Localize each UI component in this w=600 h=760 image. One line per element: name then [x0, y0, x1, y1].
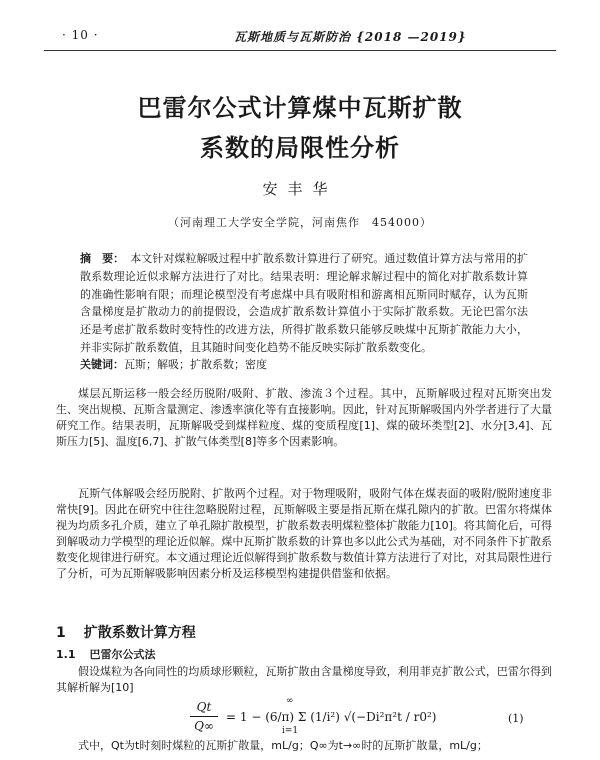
abstract-label: 摘 要：: [80, 252, 125, 265]
paper-title-line-2: 系数的局限性分析: [200, 134, 400, 162]
equation-lhs-denominator: Q∞: [194, 719, 214, 733]
equation-rhs: = 1 − (6/π) Σ (1/i²) √(−Di²π²t / r0²): [226, 710, 437, 724]
equation-lhs-numerator: Qt: [196, 700, 212, 714]
abstract-text: 本文针对煤粒解吸过程中扩散系数计算进行了研究。通过数值计算方法与常用的扩散系数理论近似求解方法进行了对比。结果表明：理论解求解过程中的简化对扩散系数计算的准确性影响有限；而理论模型没有考虑煤中具有吸附相和游离相瓦斯同时赋存，认为瓦斯含量梯度是扩散动力的前提假设，会造成扩散系数计算值小于实际扩散系数。无论巴雷尔法还是考虑扩散系数时变特性的改进方法，所得扩散系数只能够反映煤中瓦斯扩散能力大小，并非实际扩散系数值，且其随时间变化趋势不能反映实际扩散系数变化。: [80, 252, 529, 354]
header-rule: [44, 50, 556, 51]
page-number: · 10 ·: [62, 28, 99, 42]
equation-sum-lower: i=1: [282, 726, 299, 736]
equation-1: [190, 696, 530, 736]
method-paragraph: 假设煤粒为各向同性的均质球形颗粒，瓦斯扩散由含量梯度导致，利用菲克扩散公式，巴雷尔得到其解析解为[10]: [56, 665, 552, 694]
abstract: [80, 250, 528, 357]
section-heading-1: [56, 622, 196, 642]
equation-number: (1): [508, 712, 524, 725]
journal-title: 瓦斯地质与瓦斯防治 {2018 —2019}: [234, 30, 467, 44]
author-affiliation: （河南理工大学安全学院，河南焦作 454000）: [168, 216, 432, 229]
subsection-heading-1-1: [56, 646, 156, 662]
equation-sum-upper: ∞: [286, 696, 294, 706]
keywords-label: 关键词：: [80, 358, 124, 371]
paper-title-line-1: 巴雷尔公式计算煤中瓦斯扩散: [137, 94, 463, 122]
subsection-title: 巴雷尔公式法: [89, 648, 156, 661]
section-title: 扩散系数计算方程: [83, 625, 196, 641]
subsection-number: 1.1: [56, 648, 76, 661]
section-number: 1: [56, 625, 66, 641]
keywords: [80, 356, 528, 372]
author-name: 安丰华: [262, 180, 338, 198]
symbol-definitions: 式中，Qt为t时刻时煤粒的瓦斯扩散量，mL/g；Q∞为t→∞时的瓦斯扩散量，mL/g；: [78, 739, 488, 752]
keywords-text: 瓦斯；解吸；扩散系数；密度: [124, 358, 267, 371]
intro-paragraph-1: 煤层瓦斯运移一般会经历脱附/吸附、扩散、渗流３个过程。其中，瓦斯解吸过程对瓦斯突出发生、突出规模、瓦斯含量测定、渗透率演化等有直接影响。因此，针对瓦斯解吸国内外学者进行了大量研究工作。结果表明，瓦斯解吸受到煤样粒度、煤的变质程度[1]、煤的破坏类型[2]、水分[3,4]、瓦斯压力[5]、温度[6,7]、扩散气体类型[8]等多个因素影响。: [56, 387, 552, 448]
equation-fraction-bar: [190, 716, 218, 717]
running-header: [44, 22, 556, 46]
intro-paragraph-2: 瓦斯气体解吸会经历脱附、扩散两个过程。对于物理吸附，吸附气体在煤表面的吸附/脱附速度非常快[9]。因此在研究中往往忽略脱附过程，瓦斯解吸主要是指瓦斯在煤孔隙内的扩散。巴雷尔将煤体视为均质多孔介质，建立了单孔隙扩散模型，扩散系数表明煤粒整体扩散能力[10]。将其简化后，可得到解吸动力学模型的理论近似解。煤中瓦斯扩散系数的计算也多以此公式为基础，对不同条件下扩散系数变化规律进行研究。本文通过理论近似解得到扩散系数与数值计算方法进行了对比，对其局限性进行了分析，可为瓦斯解吸影响因素分析及运移模型构建提供借鉴和依据。: [56, 487, 552, 580]
